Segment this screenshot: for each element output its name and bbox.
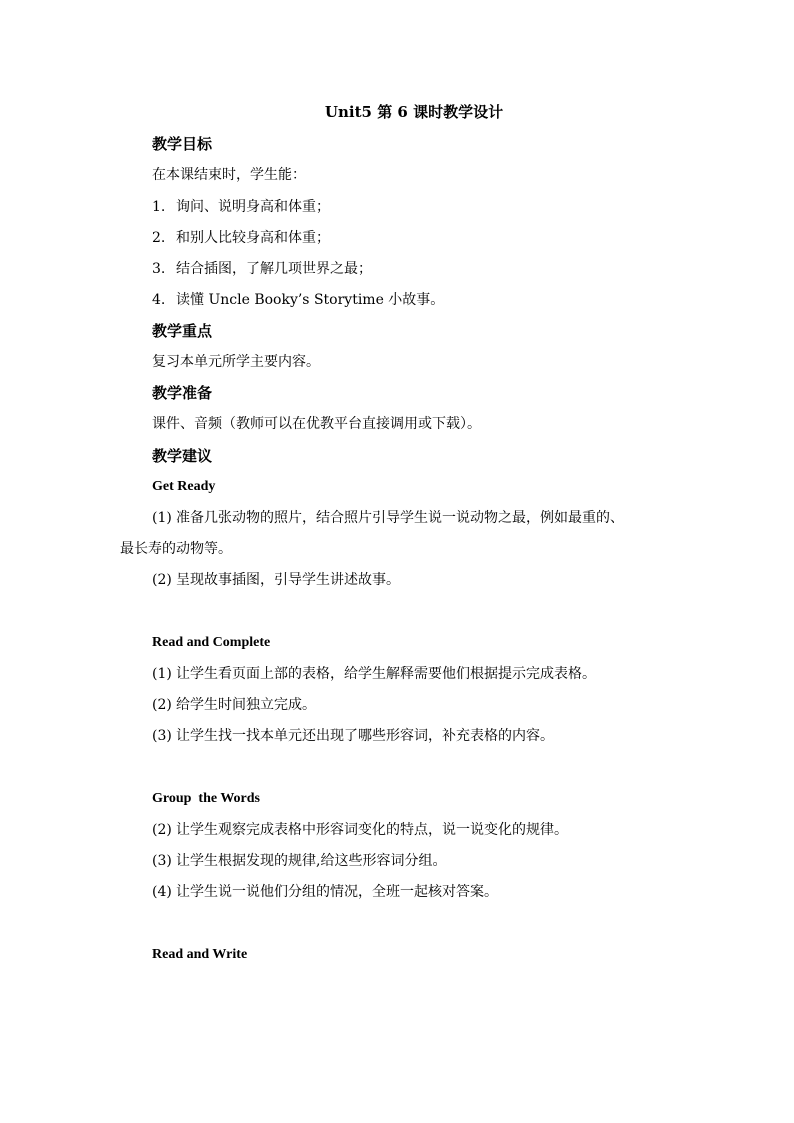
group-words-item [152,852,446,870]
group-words-item [152,821,568,839]
objectives-intro: 在本课结束时，学生能： [152,167,306,183]
objective-text: 结合插图，了解几项世界之最； [176,261,372,277]
step-number: (2) [152,697,172,713]
step-text: 让学生根据发现的规律,给这些形容词分组。 [176,853,447,869]
step-number: (2) [152,822,172,838]
group-words-item [152,883,498,901]
page-title: Unit5 第 6 课时教学设计 [324,103,504,121]
step-text: 呈现故事插图，引导学生讲述故事。 [176,572,400,588]
read-complete-heading: Read and Complete [152,635,271,650]
group-words-heading: Group the Words [152,791,261,806]
objective-item [152,198,330,216]
step-number: (1) [152,666,172,682]
step-number: (3) [152,728,172,744]
step-text: 让学生观察完成表格中形容词变化的特点，说一说变化的规律。 [176,822,568,838]
preparation-text: 课件、音频（教师可以在优教平台直接调用或下载）。 [152,416,481,432]
step-text: 准备几张动物的照片，结合照片引导学生说一说动物之最，例如最重的、 [176,510,624,526]
read-write-heading: Read and Write [152,947,248,962]
objective-item [152,229,330,247]
step-text: 让学生找一找本单元还出现了哪些形容词，补充表格的内容。 [176,728,554,744]
read-complete-item [152,665,596,683]
step-text: 给学生时间独立完成。 [176,697,316,713]
objective-item [152,260,372,278]
suggestions-heading: 教学建议 [152,447,213,465]
step-text: 让学生看页面上部的表格，给学生解释需要他们根据提示完成表格。 [176,666,596,682]
get-ready-item [152,571,400,589]
step-number: (2) [152,572,172,588]
get-ready-item-continued: 最长寿的动物等。 [120,541,232,557]
objective-number: 4. [152,292,166,308]
get-ready-heading: Get Ready [152,479,216,494]
objectives-heading: 教学目标 [152,135,213,153]
step-number: (4) [152,884,172,900]
key-points-text: 复习本单元所学主要内容。 [152,354,320,370]
read-complete-item [152,727,554,745]
objective-text: 和别人比较身高和体重； [176,230,330,246]
step-text: 让学生说一说他们分组的情况，全班一起核对答案。 [176,884,498,900]
objective-number: 2. [152,230,166,246]
read-complete-item [152,696,316,714]
step-number: (1) [152,510,172,526]
objective-text: 读懂 Uncle Booky’s Storytime 小故事。 [176,292,445,308]
step-number: (3) [152,853,172,869]
preparation-heading: 教学准备 [152,384,213,402]
get-ready-item [152,509,624,527]
objective-item [152,291,444,309]
objective-number: 1. [152,199,166,215]
objective-text: 询问、说明身高和体重； [176,199,330,215]
objective-number: 3. [152,261,166,277]
key-points-heading: 教学重点 [152,322,213,340]
